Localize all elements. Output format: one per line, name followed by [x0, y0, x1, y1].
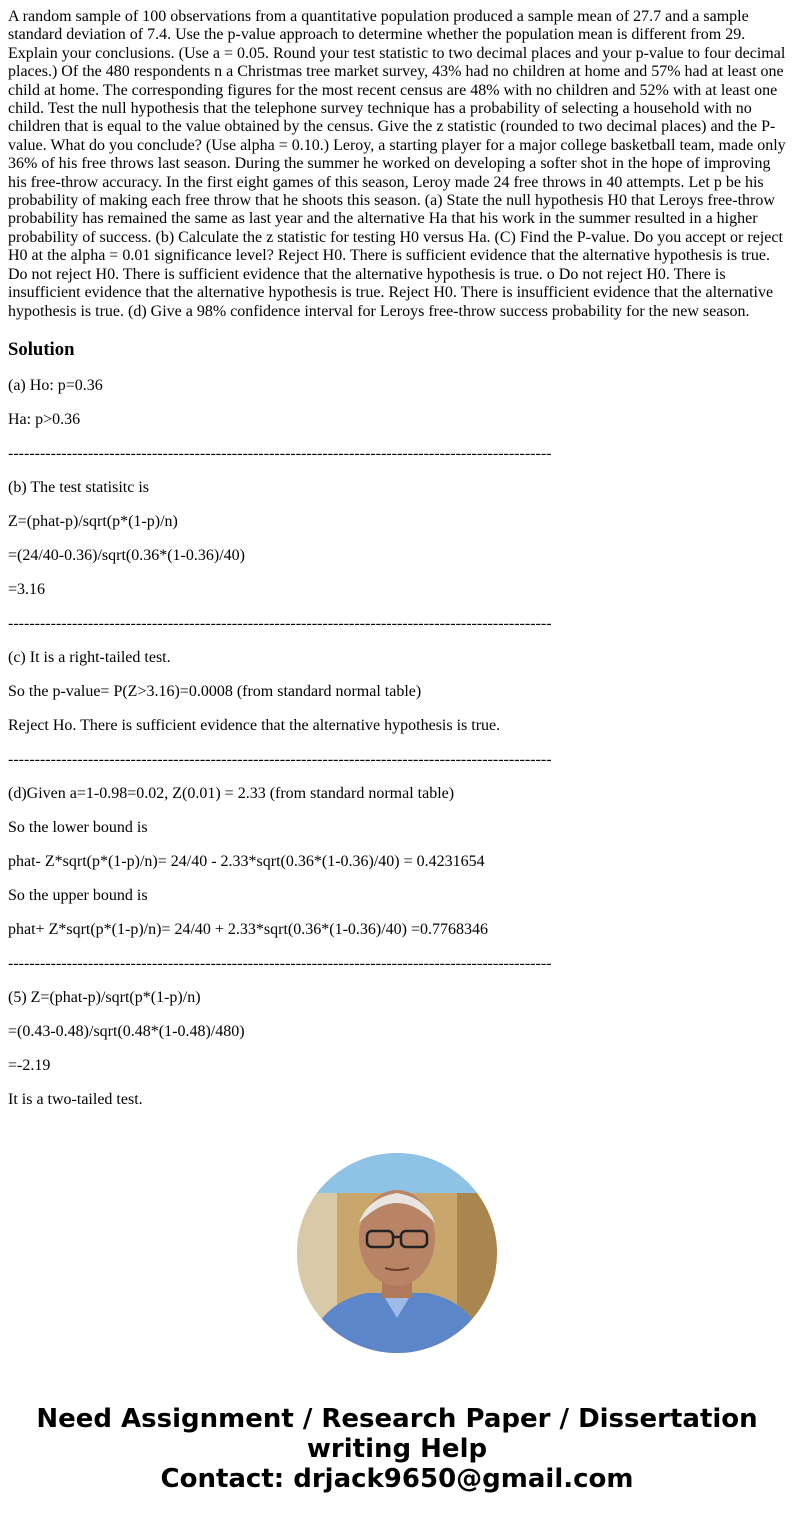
solution-line: So the upper bound is	[8, 886, 148, 904]
solution-line: =(24/40-0.36)/sqrt(0.36*(1-0.36)/40)	[8, 546, 245, 564]
footer-line-2: writing Help	[306, 1434, 488, 1464]
question-text: A random sample of 100 observations from a quantitative population produced a sample mean of 27.7 and a sample standard deviation of 7.4. Use the p-value approach to determine whether the population mean is different from 29. Explain your conclusions. (Use a = 0.05. Round your test statistic to two decimal places and your p-value to four decimal places.) Of the 480 respondents n a Christmas tree market survey, 43% had no children at home and 57% had at least one child at home. The corresponding figures for the most recent census are 48% with no children and 52% with at least one child. Test the null hypothesis that the telephone survey technique has a probability of selecting a household with no children that is equal to the value obtained by the census. Give the z statistic (rounded to two decimal places) and the P-value. What do you conclude? (Use alpha = 0.10.) Leroy, a starting player for a major college basketball team, made only 36% of his free throws last season. During the summer he worked on developing a softer shot in the hope of improving his free-throw accuracy. In the first eight games of this season, Leroy made 24 free throws in 40 attempts. Let p be his probability of making each free throw that he shoots this season. (a) State the null hypothesis H0 that Leroys free-throw probability has remained the same as last year and the alternative Ha that his work in the summer resulted in a higher probability of success. (b) Calculate the z statistic for testing H0 versus Ha. (C) Find the P-value. Do you accept or reject H0 at the alpha = 0.01 significance level? Reject H0. There is sufficient evidence that the alternative hypothesis is true. Do not reject H0. There is sufficient evidence that the alternative hypothesis is true. o Do not reject H0. There is insufficient evidence that the alternative hypothesis is true. Reject H0. There is insufficient evidence that the alternative hypothesis is true. (d) Give a 98% confidence interval for Leroys free-throw success probability for the new season.	[8, 8, 786, 320]
footer-contact: Contact: drjack9650@gmail.com	[160, 1464, 634, 1494]
solution-line: (b) The test statisitc is	[8, 478, 150, 496]
solution-line: So the lower bound is	[8, 818, 148, 836]
solution-heading: Solution	[8, 338, 75, 360]
divider-line: ------------------------------------------------------------------------------------------------------	[8, 750, 552, 768]
solution-line: phat- Z*sqrt(p*(1-p)/n)= 24/40 - 2.33*sqrt(0.36*(1-0.36)/40) = 0.4231654	[8, 852, 485, 870]
solution-line: So the p-value= P(Z>3.16)=0.0008 (from standard normal table)	[8, 682, 422, 700]
solution-line: Reject Ho. There is sufficient evidence that the alternative hypothesis is true.	[8, 716, 501, 734]
solution-line: =-2.19	[8, 1056, 51, 1074]
solution-line: (d)Given a=1-0.98=0.02, Z(0.01) = 2.33 (from standard normal table)	[8, 784, 455, 802]
solution-line: Z=(phat-p)/sqrt(p*(1-p)/n)	[8, 512, 178, 530]
divider-line: ------------------------------------------------------------------------------------------------------	[8, 444, 552, 462]
solution-line: (c) It is a right-tailed test.	[8, 648, 171, 666]
solution-line: =(0.43-0.48)/sqrt(0.48*(1-0.48)/480)	[8, 1022, 245, 1040]
contact-footer	[0, 1404, 794, 1494]
solution-line: (5) Z=(phat-p)/sqrt(p*(1-p)/n)	[8, 988, 201, 1006]
solution-line: =3.16	[8, 580, 46, 598]
solution-line: phat+ Z*sqrt(p*(1-p)/n)= 24/40 + 2.33*sqrt(0.36*(1-0.36)/40) =0.7768346	[8, 920, 489, 938]
solution-body	[8, 377, 786, 1109]
footer-line-1: Need Assignment / Research Paper / Dissertation	[36, 1404, 758, 1434]
divider-line: ------------------------------------------------------------------------------------------------------	[8, 954, 552, 972]
solution-line: (a) Ho: p=0.36	[8, 376, 103, 394]
solution-line: It is a two-tailed test.	[8, 1090, 143, 1108]
divider-line: ------------------------------------------------------------------------------------------------------	[8, 614, 552, 632]
tutor-avatar-photo	[297, 1153, 497, 1353]
solution-line: Ha: p>0.36	[8, 410, 81, 428]
